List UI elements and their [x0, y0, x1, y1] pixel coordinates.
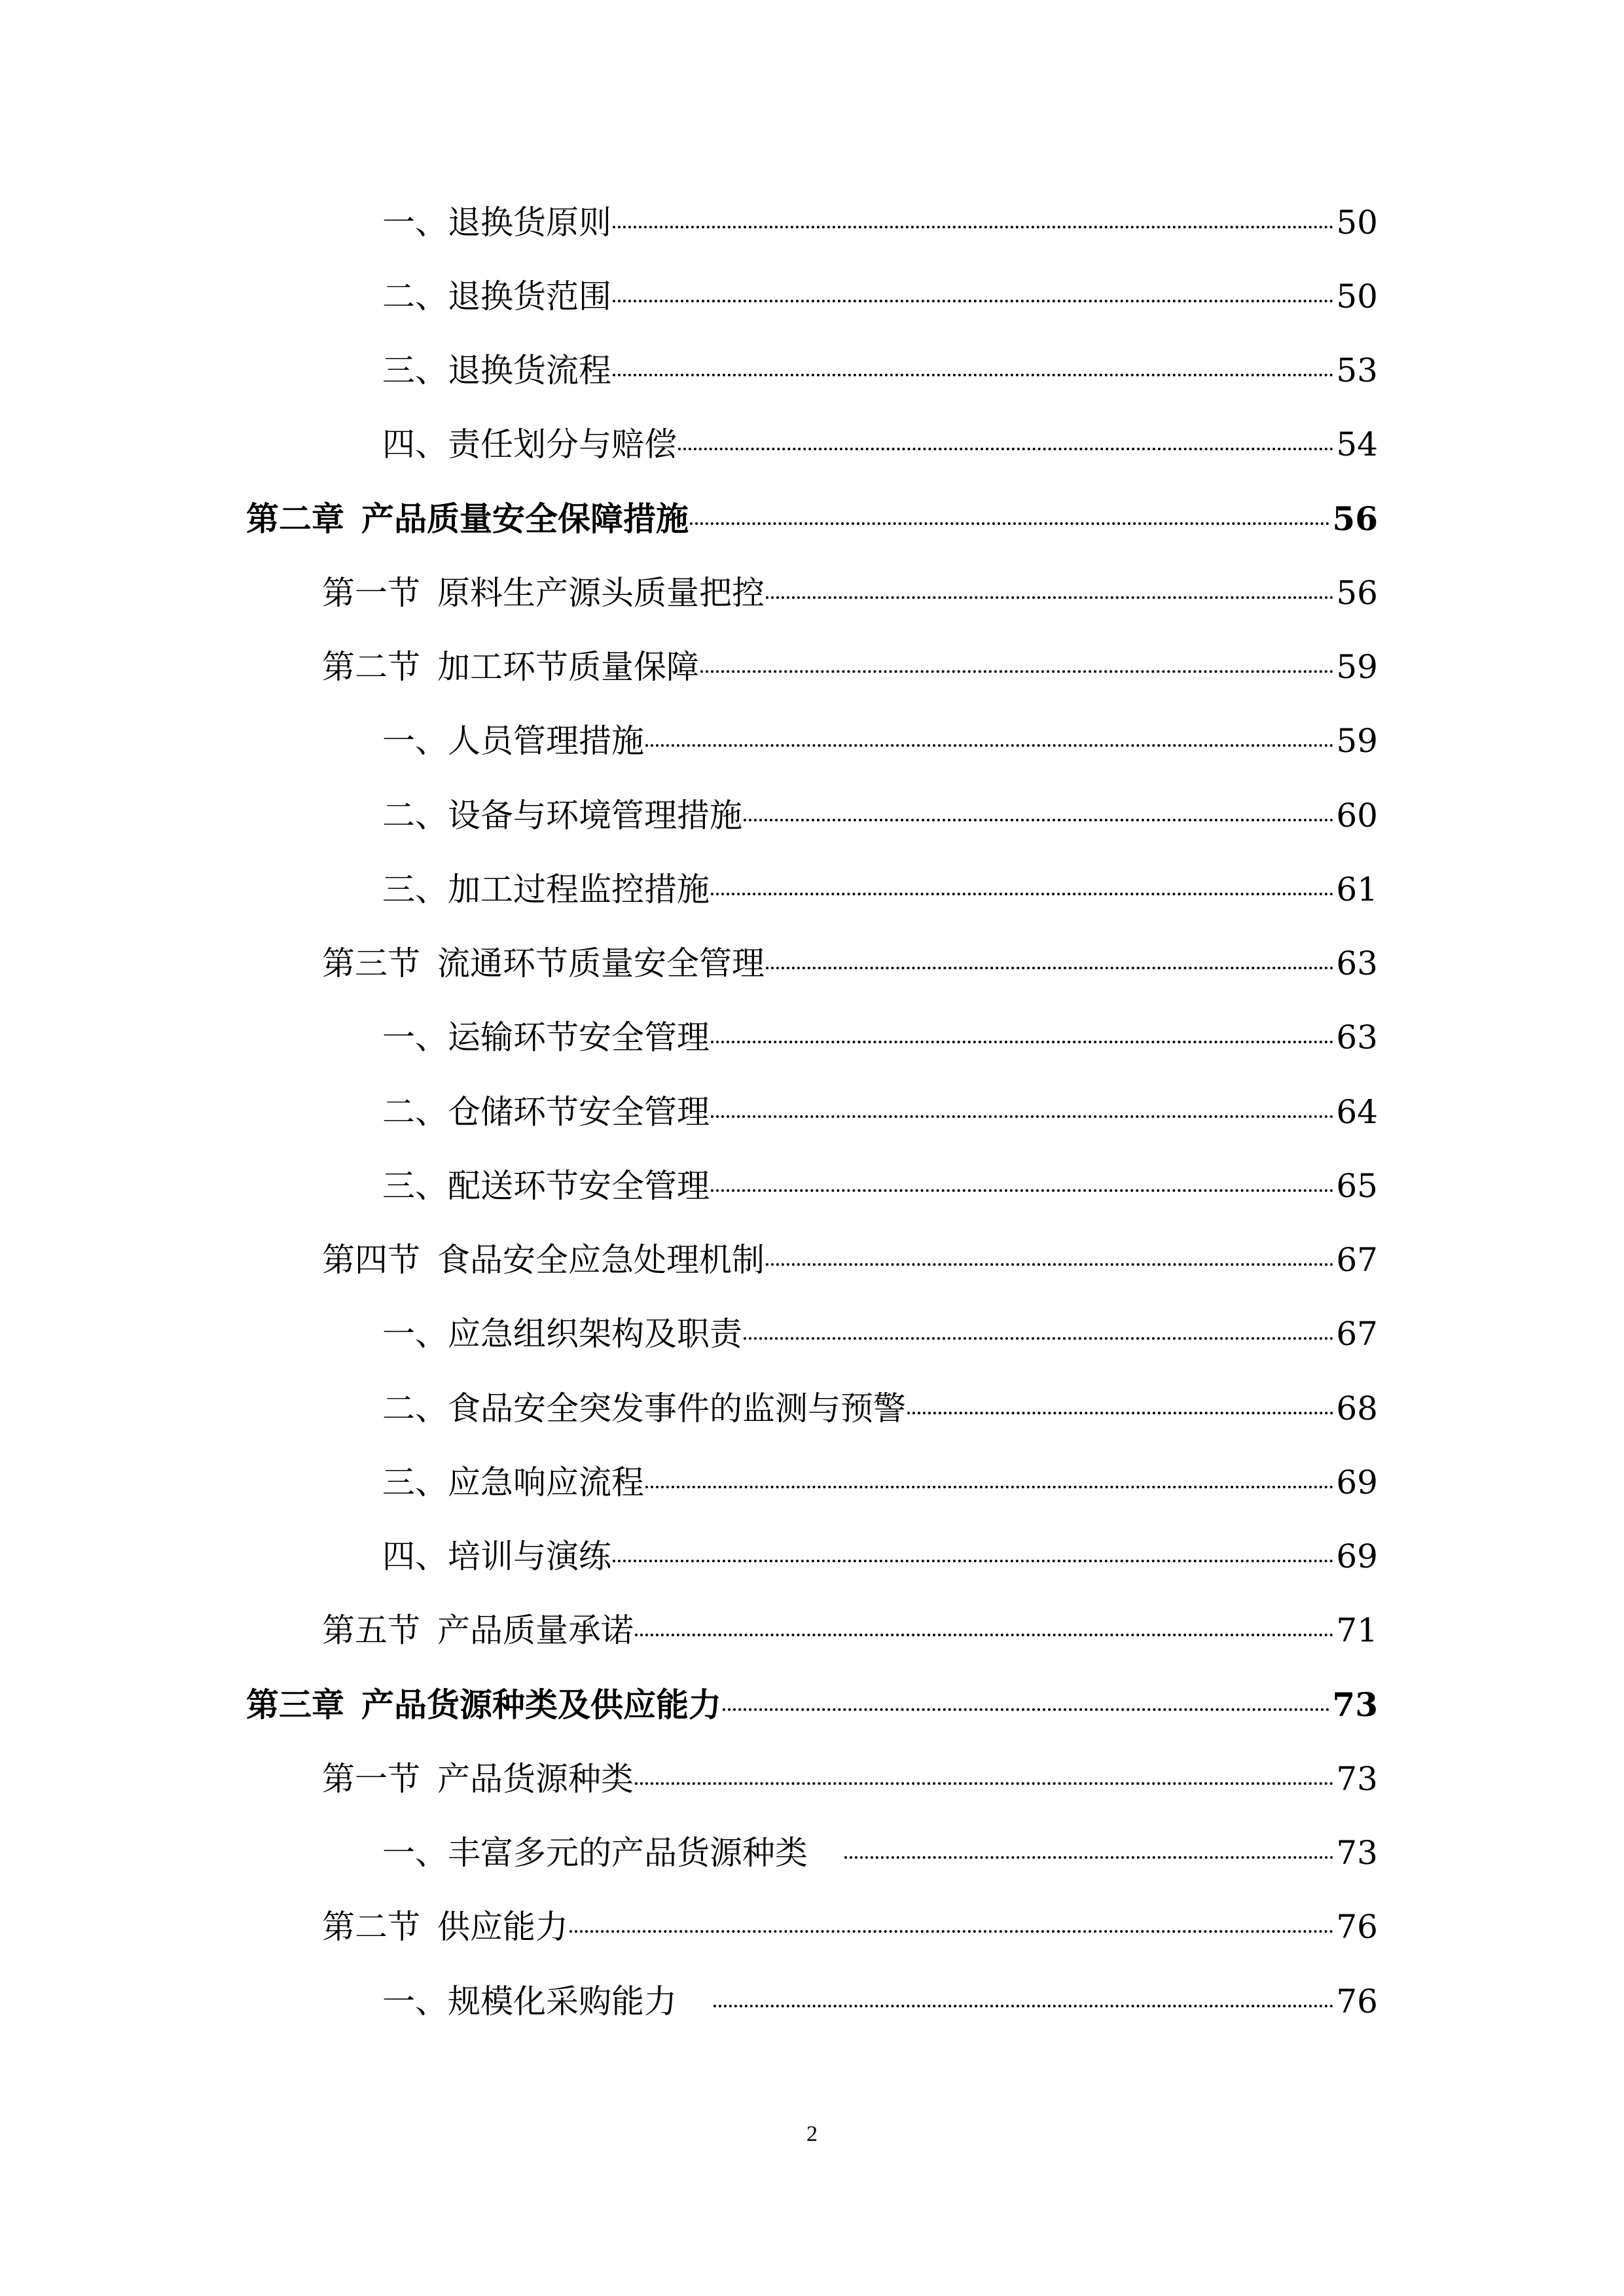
- toc-entry-page: 76: [1336, 1908, 1378, 1946]
- toc-entry-title: [322, 1897, 568, 1956]
- toc-entry-heading: 流通环节质量安全管理: [437, 944, 765, 982]
- toc-entry-section[interactable]: [382, 1304, 1378, 1363]
- toc-dot-leader: [645, 744, 1333, 747]
- page-number: 2: [806, 2122, 818, 2146]
- toc-entry-page: 73: [1332, 1685, 1378, 1724]
- toc-dot-leader: [635, 1782, 1333, 1785]
- toc-entry-section[interactable]: [382, 1008, 1378, 1067]
- toc-dot-leader: [700, 670, 1333, 673]
- toc-entry-page: 50: [1336, 278, 1378, 315]
- toc-entry-section[interactable]: [382, 1823, 1378, 1882]
- toc-entry-page: 69: [1336, 1463, 1378, 1501]
- toc-entry-page: 60: [1336, 797, 1378, 834]
- toc-dot-leader: [711, 893, 1333, 895]
- toc-entry-title: [322, 934, 765, 993]
- toc-entry-title: 二、设备与环境管理措施: [382, 797, 742, 834]
- toc-entry-section[interactable]: [382, 711, 1378, 770]
- toc-dot-leader: [711, 1041, 1333, 1043]
- toc-entry-heading: 产品货源种类及供应能力: [361, 1685, 721, 1724]
- toc-dot-leader: [613, 226, 1333, 228]
- toc-entry-prefix: 第三章: [246, 1685, 344, 1724]
- toc-entry-page: 67: [1336, 1241, 1378, 1279]
- toc-entry-title: 二、退换货范围: [382, 278, 611, 315]
- toc-entry-heading: 加工环节质量保障: [437, 648, 699, 686]
- toc-entry-section[interactable]: [382, 193, 1378, 252]
- toc-dot-leader: [569, 1930, 1333, 1933]
- toc-entry-subchapter[interactable]: [322, 1749, 1378, 1808]
- toc-entry-subchapter[interactable]: [322, 934, 1378, 993]
- toc-entry-page: 56: [1332, 499, 1378, 538]
- toc-entry-title: 三、退换货流程: [382, 351, 611, 389]
- toc-dot-leader: [766, 596, 1333, 599]
- toc-entry-heading: 食品安全应急处理机制: [437, 1241, 765, 1279]
- toc-entry-prefix: 第一节: [322, 1760, 420, 1798]
- toc-dot-leader: [690, 522, 1329, 525]
- toc-entry-section[interactable]: [382, 415, 1378, 474]
- toc-entry-heading: 产品质量安全保障措施: [361, 499, 689, 538]
- toc-entry-prefix: 第二节: [322, 648, 420, 686]
- toc-entry-section[interactable]: [382, 1157, 1378, 1215]
- toc-entry-title: 一、应急组织架构及职责: [382, 1315, 742, 1353]
- toc-dot-leader: [678, 448, 1333, 450]
- toc-entry-page: 71: [1336, 1611, 1378, 1649]
- toc-entry-subchapter[interactable]: [322, 637, 1378, 696]
- toc-entry-title: [322, 637, 699, 696]
- toc-entry-title: [322, 1601, 634, 1660]
- toc-entry-subchapter[interactable]: [322, 1897, 1378, 1956]
- toc-dot-leader: [766, 1263, 1333, 1266]
- toc-entry-prefix: 第五节: [322, 1611, 420, 1649]
- toc-entry-page: 76: [1336, 1982, 1378, 2020]
- toc-entry-heading: 产品货源种类: [437, 1760, 634, 1798]
- toc-entry-title: 一、运输环节安全管理: [382, 1018, 710, 1056]
- toc-dot-leader: [635, 1634, 1333, 1636]
- toc-entry-title: [246, 490, 689, 548]
- toc-entry-title: 二、仓储环节安全管理: [382, 1093, 710, 1131]
- toc-entry-section[interactable]: [382, 786, 1378, 845]
- toc-dot-leader: [645, 1486, 1333, 1488]
- toc-dot-leader: [744, 819, 1333, 821]
- toc-entry-subchapter[interactable]: [322, 564, 1378, 622]
- toc-entry-page: 56: [1336, 574, 1378, 612]
- toc-entry-prefix: 第二节: [322, 1908, 420, 1946]
- toc-dot-leader: [744, 1337, 1333, 1340]
- toc-entry-title: 一、人员管理措施: [382, 722, 644, 760]
- toc-dot-leader: [613, 1560, 1333, 1562]
- toc-entry-title: 一、规模化采购能力: [382, 1982, 677, 2020]
- toc-entry-title: 二、食品安全突发事件的监测与预警: [382, 1390, 906, 1427]
- toc-entry-title: 一、退换货原则: [382, 204, 611, 242]
- toc-entry-section[interactable]: [382, 1972, 1378, 2031]
- toc-entry-prefix: 第四节: [322, 1241, 420, 1279]
- toc-entry-page: 65: [1336, 1167, 1378, 1205]
- toc-entry-chapter[interactable]: [246, 1676, 1378, 1734]
- toc-entry-prefix: 第三节: [322, 944, 420, 982]
- toc-entry-page: 67: [1336, 1315, 1378, 1353]
- toc-entry-page: 59: [1336, 648, 1378, 686]
- toc-entry-title: 一、丰富多元的产品货源种类: [382, 1834, 808, 1872]
- toc-dot-leader: [613, 374, 1333, 376]
- toc-entry-page: 69: [1336, 1537, 1378, 1575]
- toc-entry-section[interactable]: [382, 1527, 1378, 1586]
- toc-entry-section[interactable]: [382, 1453, 1378, 1512]
- toc-dot-leader: [711, 1189, 1333, 1192]
- toc-entry-page: 73: [1336, 1834, 1378, 1872]
- toc-entry-title: 三、配送环节安全管理: [382, 1167, 710, 1205]
- toc-entry-page: 63: [1336, 944, 1378, 982]
- toc-entry-page: 53: [1336, 351, 1378, 389]
- toc-entry-page: 73: [1336, 1760, 1378, 1798]
- toc-entry-prefix: 第一节: [322, 574, 420, 612]
- toc-entry-page: 59: [1336, 722, 1378, 760]
- toc-dot-leader: [766, 967, 1333, 969]
- toc-dot-leader: [613, 300, 1333, 302]
- toc-entry-section[interactable]: [382, 341, 1378, 400]
- toc-entry-page: 64: [1336, 1093, 1378, 1131]
- toc-entry-title: [246, 1676, 721, 1734]
- toc-entry-page: 54: [1336, 425, 1378, 463]
- toc-entry-title: 四、责任划分与赔偿: [382, 425, 677, 463]
- toc-entry-heading: 原料生产源头质量把控: [437, 574, 765, 612]
- toc-entry-title: [322, 1230, 765, 1289]
- toc-entry-page: 63: [1336, 1018, 1378, 1056]
- toc-dot-leader: [907, 1412, 1333, 1414]
- toc-entry-page: 61: [1336, 870, 1378, 908]
- toc-entry-chapter[interactable]: [246, 490, 1378, 548]
- toc-entry-section[interactable]: [382, 1379, 1378, 1438]
- toc-entry-section[interactable]: [382, 267, 1378, 326]
- toc-entry-subchapter[interactable]: [322, 1601, 1378, 1660]
- toc-dot-leader: [844, 1856, 1333, 1859]
- toc-entry-section[interactable]: [382, 1083, 1378, 1141]
- toc-dot-leader: [723, 1708, 1329, 1711]
- toc-entry-title: 四、培训与演练: [382, 1537, 611, 1575]
- toc-entry-page: 68: [1336, 1390, 1378, 1427]
- toc-entry-heading: 产品质量承诺: [437, 1611, 634, 1649]
- toc-entry-section[interactable]: [382, 860, 1378, 919]
- toc-entry-heading: 供应能力: [437, 1908, 568, 1946]
- toc-entry-title: [322, 1749, 634, 1808]
- toc-entry-title: 三、应急响应流程: [382, 1463, 644, 1501]
- toc-dot-leader: [713, 2005, 1333, 2007]
- toc-entry-prefix: 第二章: [246, 499, 344, 538]
- toc-entry-page: 50: [1336, 204, 1378, 242]
- toc-entry-title: [322, 564, 765, 622]
- toc-entry-subchapter[interactable]: [322, 1230, 1378, 1289]
- toc-dot-leader: [711, 1115, 1333, 1118]
- toc-entry-title: 三、加工过程监控措施: [382, 870, 710, 908]
